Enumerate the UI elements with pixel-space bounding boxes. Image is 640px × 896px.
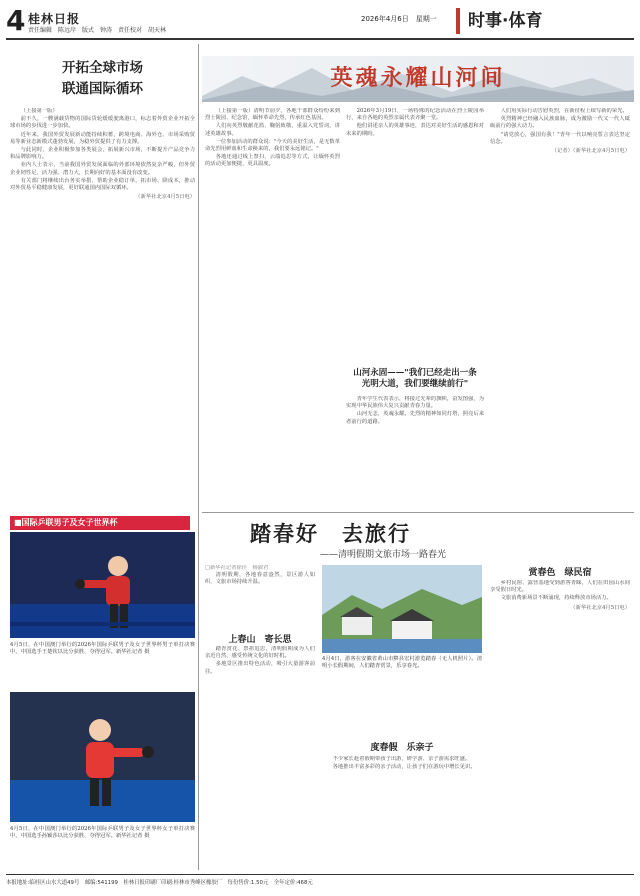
feature-paragraph: 人们用实际行动告慰英烈，在新征程上续写新的荣光。 xyxy=(500,108,628,114)
feature-paragraph: "请党放心，强国有我！"青年一代以响亮誓言表达坚定信念。 xyxy=(490,131,630,145)
travel-title: 踏春好 去旅行 xyxy=(250,521,411,546)
travel-paragraph: 不少家长趁着假期带孩子出游，研学游、亲子游需求旺盛。 xyxy=(332,756,471,762)
left-story-paragraph: 有关部门将继续出台务实举措，帮助企业稳订单、拓市场、降成本，推动对外贸易平稳健康发展，更好联通国内国际双循环。 xyxy=(10,177,195,192)
left-story-title-line1: 开拓全球市场 xyxy=(62,60,143,76)
editor-credits: 责任编辑 陈远岸 版式 钟涛 责任校对 胡天林 xyxy=(28,27,167,34)
travel-byline: □新华社记者徐佳 杨淑君 xyxy=(205,565,269,571)
left-story-source: （新华社北京4月5日电） xyxy=(135,194,195,201)
column-divider xyxy=(198,44,199,870)
feature-paragraph: 各地还通过线上祭扫、云端追思等方式，让缅怀英烈的活动更加便捷、更具温度。 xyxy=(205,154,340,168)
left-story-paragraph: 前不久，一艘满载货物的国际货轮缓缓驶离港口，标志着外贸企业开拓全球市场的步伐进一步加快。 xyxy=(10,116,195,130)
travel-column-2 xyxy=(322,756,482,866)
top-rule xyxy=(6,38,634,40)
left-story-paragraph: 与此同时，企业积极参加各类展会，拓展新兴市场，不断提升产品竞争力和品牌影响力。 xyxy=(10,147,195,161)
issue-date: 2026年4月6日 星期一 xyxy=(361,15,437,23)
travel-photo-caption: 4月4日，游客在安徽省黄山市黟县宏村游览踏春（无人机照片）。清明小长假期间，人们踏青赏景，乐享春光。 xyxy=(322,656,482,670)
travel-column-3 xyxy=(490,580,630,866)
feature-paragraph: （上接第一版）清明节前夕，各地干部群众纷纷来到烈士陵园、纪念馆，缅怀革命先烈，传承红色基因。 xyxy=(205,108,340,122)
travel-intro xyxy=(205,565,315,625)
travel-subhead-2: 度春假 乐亲子 xyxy=(370,743,434,753)
feature-paragraph: 人们向英烈敬献花篮、鞠躬致敬，重温入党誓词，讲述英雄故事。 xyxy=(205,123,340,137)
left-story-body xyxy=(10,108,195,508)
feature-paragraph: 一位参加活动的群众说："今天的美好生活，是无数革命先烈用鲜血和生命换来的，我们要永远铭记。" xyxy=(205,138,340,153)
left-story-title-line2: 联通国际循环 xyxy=(62,81,143,97)
table-tennis-caption-1: 4月5日，在中国澳门举行的2026年国际乒联男子及女子世界杯男子单打决赛中，中国选手王楚钦以比分获胜，夺得冠军。新华社记者 摄 xyxy=(10,642,195,656)
feature-title: 英魂永耀山河间 xyxy=(330,66,506,91)
feature-subhead: 山河永固——"我们已经走出一条光明大道，我们要继续前行" xyxy=(353,368,477,389)
table-tennis-photo-2 xyxy=(10,692,195,822)
left-story-paragraph: 业内人士表示，当前我国外贸发展面临的外部环境依然复杂严峻，但外贸企业韧性足、活力强、潜力大，长期向好的基本面没有改变。 xyxy=(10,162,195,176)
travel-paragraph: 各地推出丰富多彩的亲子活动，让孩子们在游玩中增长见识。 xyxy=(332,764,476,771)
feature-banner xyxy=(202,56,634,102)
player-sun-photo-icon xyxy=(10,692,195,822)
feature-column-1 xyxy=(205,108,340,508)
left-story-paragraph: 近年来，我国外贸发展新动能持续积蓄，跨境电商、海外仓、市场采购贸易等新业态新模式蓬勃发展，为稳外贸提供了有力支撑。 xyxy=(10,131,195,145)
section-title: 时事·体育 xyxy=(456,8,634,34)
table-tennis-photo-1 xyxy=(10,532,195,638)
village-landscape-photo-icon xyxy=(322,565,482,653)
feature-paragraph: 山河无恙，英魂永耀。先烈的精神如同灯塔，照亮后来者前行的道路。 xyxy=(346,411,484,425)
feature-paragraph: 青年学生代表表示，将接过先辈的旗帜，奋发图强，为实现中华民族伟大复兴贡献青春力量。 xyxy=(346,396,484,410)
table-tennis-caption-2: 4月5日，在中国澳门举行的2026年国际乒联男子及女子世界杯女子单打决赛中，中国选手孙颖莎以比分获胜，夺得冠军。新华社记者 摄 xyxy=(10,826,195,840)
travel-source: （新华社北京4月5日电） xyxy=(570,604,630,611)
travel-subhead-3: 赏春色 绿民宿 xyxy=(528,568,592,578)
feature-paragraph: 他们讲述亲人的英雄事迹，表达对美好生活的感恩和对未来的期盼。 xyxy=(346,123,484,137)
travel-paragraph: 清明假期，各地春意盎然，景区游人如织，文旅市场持续升温。 xyxy=(205,572,315,586)
feature-paragraph: 英烈精神已经融入民族血脉，成为激励一代又一代人砥砺前行的强大动力。 xyxy=(490,116,630,130)
feature-source: （记者）（新华社北京4月5日电） xyxy=(551,148,630,155)
masthead xyxy=(6,6,634,36)
travel-subhead-1: 上春山 寄长思 xyxy=(228,635,292,645)
page-number: 4 xyxy=(6,4,26,37)
feature-column-3 xyxy=(490,108,630,508)
paper-logo: 桂林日报 xyxy=(28,12,81,26)
travel-paragraph: 乡村民宿、露营基地受到游客青睐，人们在田园山水间享受假日时光。 xyxy=(490,580,630,594)
travel-column-1 xyxy=(205,646,315,866)
left-story-paragraph: （上接第一版） xyxy=(20,108,58,114)
travel-photo xyxy=(322,565,482,653)
feature-column-2b xyxy=(346,396,484,506)
player-wang-photo-icon xyxy=(10,532,195,638)
travel-paragraph: 踏青赏花、祭祖追思，清明假期成为人们亲近自然、感受传统文化的好时机。 xyxy=(205,646,315,660)
travel-paragraph: 多地景区推出特色活动，吸引大量游客前往。 xyxy=(205,661,315,675)
travel-subtitle: ——清明假期文旅市场一路春光 xyxy=(320,550,447,560)
feature-paragraph: 2026年3月19日，一场特殊的纪念活动在烈士陵园举行，来自各地的英烈亲属代表齐聚一堂。 xyxy=(346,108,484,122)
horizontal-divider xyxy=(202,512,634,513)
footer-info: 本报地址:临桂区山水大道49号 邮编:541199 桂林日报印刷厂印刷:桂林市秀峰区橡胶厂 每份售价:1.50元 全年定价:468元 xyxy=(6,874,634,886)
left-story-headline xyxy=(10,58,195,100)
travel-paragraph: 文旅消费新场景不断涌现，持续释放市场活力。 xyxy=(500,595,612,602)
table-tennis-panel-header: ■国际乒联男子及女子世界杯 xyxy=(10,516,190,530)
